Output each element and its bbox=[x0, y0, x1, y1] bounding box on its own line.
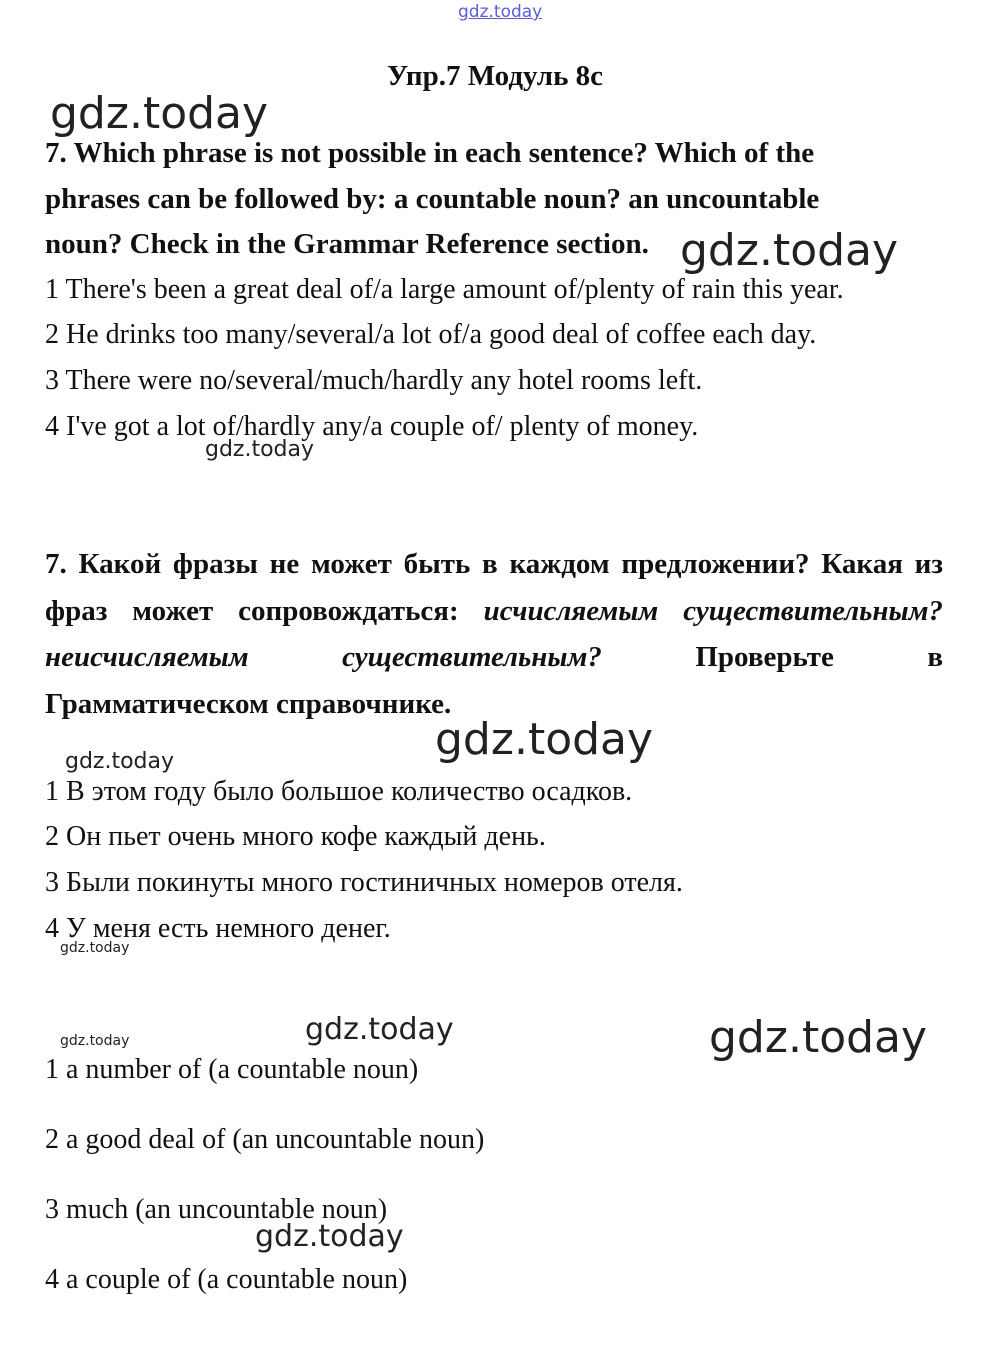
watermark: gdz.today bbox=[60, 1033, 130, 1049]
sentence-en: 3 There were no/several/much/hardly any hotel rooms left. bbox=[45, 365, 703, 396]
watermark: gdz.today bbox=[50, 88, 269, 139]
task-ru-fragment: неисчисляемым bbox=[45, 641, 249, 673]
sentence-ru: 3 Были покинуты много гостиничных номеров отеля. bbox=[45, 867, 683, 898]
watermark: gdz.today bbox=[680, 225, 899, 276]
task-en-line: phrases can be followed by: a countable noun? an uncountable bbox=[45, 182, 820, 215]
watermark: gdz.today bbox=[60, 940, 130, 956]
task-ru-line: Грамматическом справочнике. bbox=[45, 687, 452, 720]
watermark: gdz.today bbox=[305, 1012, 454, 1047]
sentence-en: 4 I've got a lot of/hardly any/a couple of/ plenty of money. bbox=[45, 411, 699, 442]
task-text-en bbox=[45, 131, 819, 268]
page-title: Упр.7 Модуль 8с bbox=[386, 60, 604, 92]
watermark: gdz.today bbox=[435, 714, 654, 765]
answer-item: 1 a number of (a countable noun) bbox=[45, 1054, 419, 1085]
task-ru-fragment: существительным? bbox=[342, 641, 602, 673]
watermark: gdz.today bbox=[255, 1219, 404, 1254]
task-ru-fragment: исчисляемым существительным? bbox=[483, 594, 944, 627]
task-ru-line bbox=[45, 634, 943, 681]
task-ru-fragment: в bbox=[927, 641, 944, 673]
task-text-ru bbox=[45, 541, 943, 727]
answer-item: 3 much (an uncountable noun) bbox=[45, 1194, 388, 1225]
task-en-line: noun? Check in the Grammar Reference section. bbox=[45, 228, 649, 260]
task-ru-fragment: Проверьте bbox=[695, 641, 834, 673]
task-ru-line bbox=[45, 588, 943, 635]
watermark: gdz.today bbox=[65, 749, 175, 774]
watermark[interactable]: gdz.today bbox=[458, 2, 543, 22]
sentence-ru: 4 У меня есть немного денег. bbox=[45, 913, 391, 944]
watermark: gdz.today bbox=[709, 1012, 928, 1063]
sentence-en: 1 There's been a great deal of/a large amount of/plenty of rain this year. bbox=[45, 274, 844, 305]
answer-item: 4 a couple of (a countable noun) bbox=[45, 1264, 408, 1295]
task-ru-line: 7. Какой фразы не может быть в каждом предложении? Какая из bbox=[45, 548, 943, 580]
task-ru-fragment: фраз может сопровождаться: bbox=[45, 594, 484, 627]
sentence-ru: 1 В этом году было большое количество осадков. bbox=[45, 776, 633, 807]
task-en-line: 7. Which phrase is not possible in each sentence? Which of the bbox=[45, 137, 815, 169]
watermark: gdz.today bbox=[205, 437, 315, 462]
answer-item: 2 a good deal of (an uncountable noun) bbox=[45, 1124, 485, 1155]
sentence-ru: 2 Он пьет очень много кофе каждый день. bbox=[45, 821, 546, 852]
sentence-en: 2 He drinks too many/several/a lot of/a good deal of coffee each day. bbox=[45, 319, 817, 350]
